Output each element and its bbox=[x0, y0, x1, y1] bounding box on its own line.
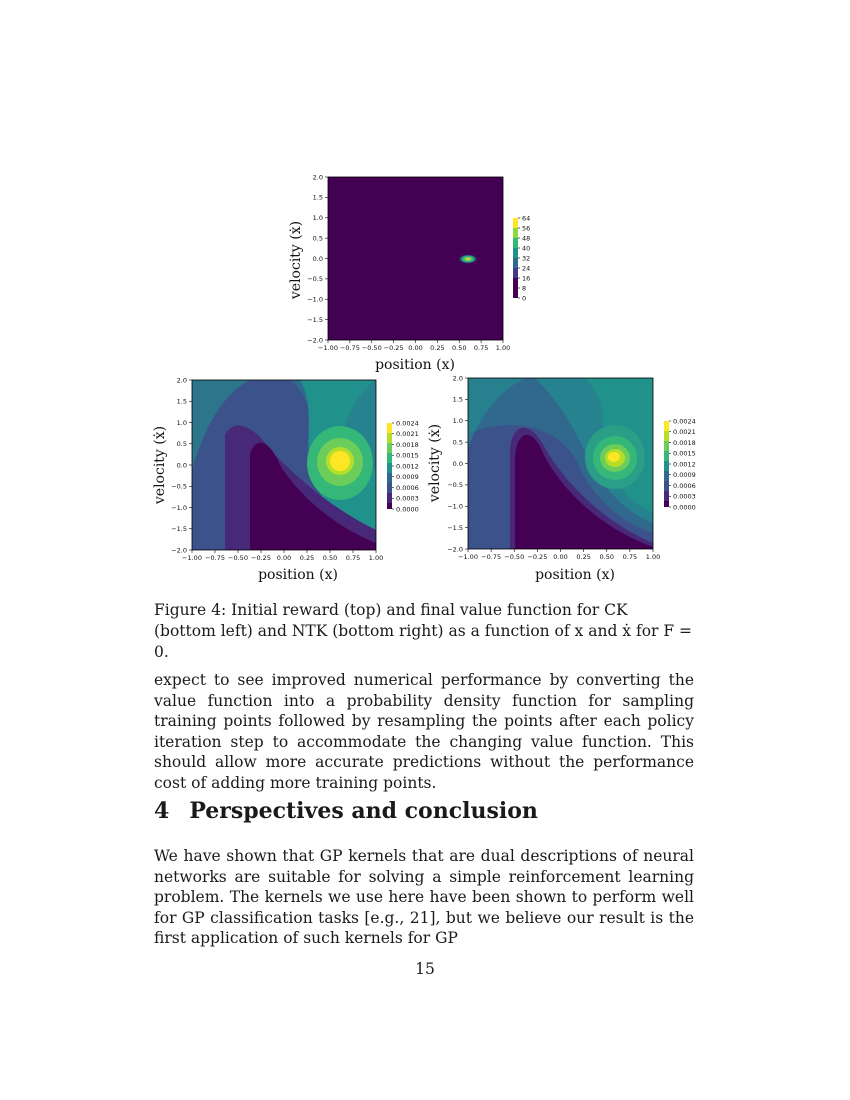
colorbar-tick-label: 0.0000 bbox=[396, 505, 419, 514]
y-tick-labels bbox=[447, 374, 468, 553]
x-tick-label: −1.00 bbox=[458, 553, 478, 561]
y-axis-label: velocity (ẋ) bbox=[152, 425, 168, 505]
colorbar-tick-label: 48 bbox=[522, 234, 531, 243]
x-tick-labels bbox=[458, 549, 660, 561]
y-tick-label: 1.5 bbox=[176, 397, 187, 406]
y-tick-label: 1.0 bbox=[452, 417, 463, 426]
colorbar-tick-label: 0.0009 bbox=[396, 473, 419, 482]
x-tick-label: 0.50 bbox=[322, 554, 338, 562]
colorbar-tick-label: 24 bbox=[522, 264, 531, 273]
y-tick-label: −0.5 bbox=[307, 275, 323, 284]
y-tick-label: 0.5 bbox=[452, 438, 463, 447]
plot-top bbox=[270, 170, 570, 375]
y-tick-label: −2.0 bbox=[447, 545, 463, 554]
y-tick-label: −1.0 bbox=[307, 295, 323, 304]
colorbar-tick-label: 0.0021 bbox=[673, 428, 696, 437]
x-tick-label: 0.25 bbox=[430, 344, 445, 352]
colorbar-tick-label: 0.0015 bbox=[396, 451, 419, 460]
y-tick-label: −1.5 bbox=[307, 315, 323, 324]
x-tick-label: 0.25 bbox=[299, 554, 315, 562]
colorbar-tick-label: 0.0012 bbox=[673, 460, 696, 469]
x-tick-label: 0.75 bbox=[622, 553, 638, 561]
x-axis-label: position (x) bbox=[535, 567, 615, 583]
colorbar-tick-label: 0.0003 bbox=[673, 492, 696, 501]
colorbar-tick-label: 0.0015 bbox=[673, 449, 696, 458]
x-tick-label: −0.75 bbox=[481, 553, 502, 561]
plot-bottom-left-svg bbox=[140, 375, 419, 585]
x-axis-label: position (x) bbox=[258, 567, 338, 583]
x-axis-label: position (x) bbox=[375, 357, 455, 373]
colorbar-tick-label: 0.0003 bbox=[396, 494, 419, 503]
x-tick-label: −0.75 bbox=[339, 344, 360, 352]
x-tick-label: 1.00 bbox=[368, 554, 384, 562]
colorbar-tick-label: 56 bbox=[522, 224, 531, 233]
x-tick-label: −0.25 bbox=[383, 344, 404, 352]
x-tick-label: −0.50 bbox=[504, 553, 525, 561]
x-tick-label: 0.75 bbox=[473, 344, 489, 352]
body-paragraph-1: expect to see improved numerical performance by converting the value function into a probability density function for sampling training points followed by resampling the points after each policy iteration step to accommodate the changing value function. This should allow more accurate predictions without the performance cost of adding more training points. bbox=[154, 671, 694, 792]
x-tick-label: −0.50 bbox=[228, 554, 248, 562]
plot-bottom-right-svg bbox=[415, 373, 705, 585]
x-tick-label: 0.75 bbox=[345, 554, 361, 562]
y-tick-label: −2.0 bbox=[307, 336, 323, 345]
x-tick-label: 0.25 bbox=[576, 553, 591, 561]
colorbar-tick-label: 16 bbox=[522, 274, 531, 283]
x-tick-label: −1.00 bbox=[318, 344, 338, 352]
section-title: Perspectives and conclusion bbox=[189, 798, 538, 824]
colorbar-tick-label: 0.0018 bbox=[396, 440, 419, 449]
y-tick-label: −1.5 bbox=[447, 523, 463, 532]
y-tick-label: 0.0 bbox=[176, 461, 187, 470]
colorbar-tick-label: 40 bbox=[522, 244, 531, 253]
x-tick-label: 0.00 bbox=[408, 344, 423, 352]
colorbar bbox=[387, 419, 419, 513]
plot-top-svg bbox=[270, 170, 570, 375]
colorbar-tick-label: 0.0024 bbox=[673, 417, 696, 426]
y-tick-labels bbox=[171, 376, 192, 554]
y-tick-label: −1.0 bbox=[447, 502, 463, 511]
y-tick-label: 0.0 bbox=[452, 459, 463, 468]
colorbar-tick-label: 8 bbox=[522, 284, 527, 293]
contour-area bbox=[468, 378, 653, 549]
y-tick-label: −2.0 bbox=[171, 546, 187, 555]
page-number: 15 bbox=[415, 960, 435, 978]
body-paragraph-2: We have shown that GP kernels that are dual descriptions of neural networks are suitable for solving a simple reinforcement learning problem. The kernels we use here have been shown to perform well for GP classification tasks [e.g., 21], but we believe our result is the first application of such kernels for GP bbox=[154, 847, 694, 947]
colorbar-tick-label: 0.0000 bbox=[673, 503, 696, 512]
y-tick-label: 1.5 bbox=[452, 395, 463, 404]
reward-peak bbox=[458, 254, 478, 264]
y-tick-label: −1.5 bbox=[171, 525, 187, 534]
y-tick-label: 0.5 bbox=[176, 440, 187, 449]
y-tick-label: −0.5 bbox=[171, 482, 187, 491]
x-tick-label: 0.00 bbox=[276, 554, 292, 562]
colorbar-tick-label: 0.0009 bbox=[673, 471, 696, 480]
x-tick-label: −1.00 bbox=[182, 554, 202, 562]
y-tick-label: 1.0 bbox=[312, 214, 323, 223]
x-tick-labels bbox=[318, 340, 510, 352]
colorbar-tick-label: 32 bbox=[522, 254, 531, 263]
y-tick-label: 2.0 bbox=[176, 376, 187, 385]
figure-caption: Figure 4: Initial reward (top) and final value function for CK (bottom left) and NTK (bottom right) as a function of x and ẋ for F = 0. bbox=[154, 601, 693, 661]
x-tick-label: 1.00 bbox=[495, 344, 511, 352]
y-tick-label: −0.5 bbox=[447, 481, 463, 490]
x-tick-label: −0.25 bbox=[527, 553, 548, 561]
y-tick-label: 2.0 bbox=[452, 374, 463, 383]
colorbar-tick-label: 64 bbox=[522, 214, 531, 223]
y-tick-label: −1.0 bbox=[171, 503, 187, 512]
colorbar bbox=[513, 214, 530, 302]
y-tick-labels bbox=[307, 173, 328, 344]
colorbar-tick-label: 0.0006 bbox=[673, 481, 696, 490]
y-tick-label: 0.5 bbox=[312, 234, 323, 243]
x-tick-label: 1.00 bbox=[645, 553, 661, 561]
colorbar-tick-label: 0.0012 bbox=[396, 462, 419, 471]
x-tick-label: −0.50 bbox=[361, 344, 382, 352]
colorbar-tick-label: 0.0018 bbox=[673, 438, 696, 447]
y-tick-label: 2.0 bbox=[312, 173, 323, 182]
colorbar-tick-label: 0 bbox=[522, 294, 527, 303]
y-axis-label: velocity (ẋ) bbox=[288, 220, 304, 300]
colorbar-tick-label: 0.0024 bbox=[396, 419, 419, 428]
colorbar-tick-label: 0.0006 bbox=[396, 483, 419, 492]
section-number: 4 bbox=[154, 798, 170, 824]
y-tick-label: 1.5 bbox=[312, 193, 323, 202]
x-tick-label: 0.00 bbox=[553, 553, 568, 561]
x-tick-label: 0.50 bbox=[452, 344, 467, 352]
contour-area bbox=[192, 380, 376, 550]
y-tick-label: 1.0 bbox=[176, 418, 187, 427]
plot-bottom-right bbox=[415, 373, 705, 585]
colorbar-tick-label: 0.0021 bbox=[396, 430, 419, 439]
section-heading bbox=[154, 798, 538, 824]
colorbar bbox=[664, 417, 696, 511]
y-tick-label: 0.0 bbox=[312, 254, 323, 263]
x-tick-label: 0.50 bbox=[599, 553, 614, 561]
x-tick-label: −0.75 bbox=[205, 554, 225, 562]
x-tick-label: −0.25 bbox=[251, 554, 271, 562]
x-tick-labels bbox=[182, 550, 383, 562]
plot-bottom-left bbox=[140, 375, 419, 585]
y-axis-label: velocity (ẋ) bbox=[427, 423, 443, 503]
